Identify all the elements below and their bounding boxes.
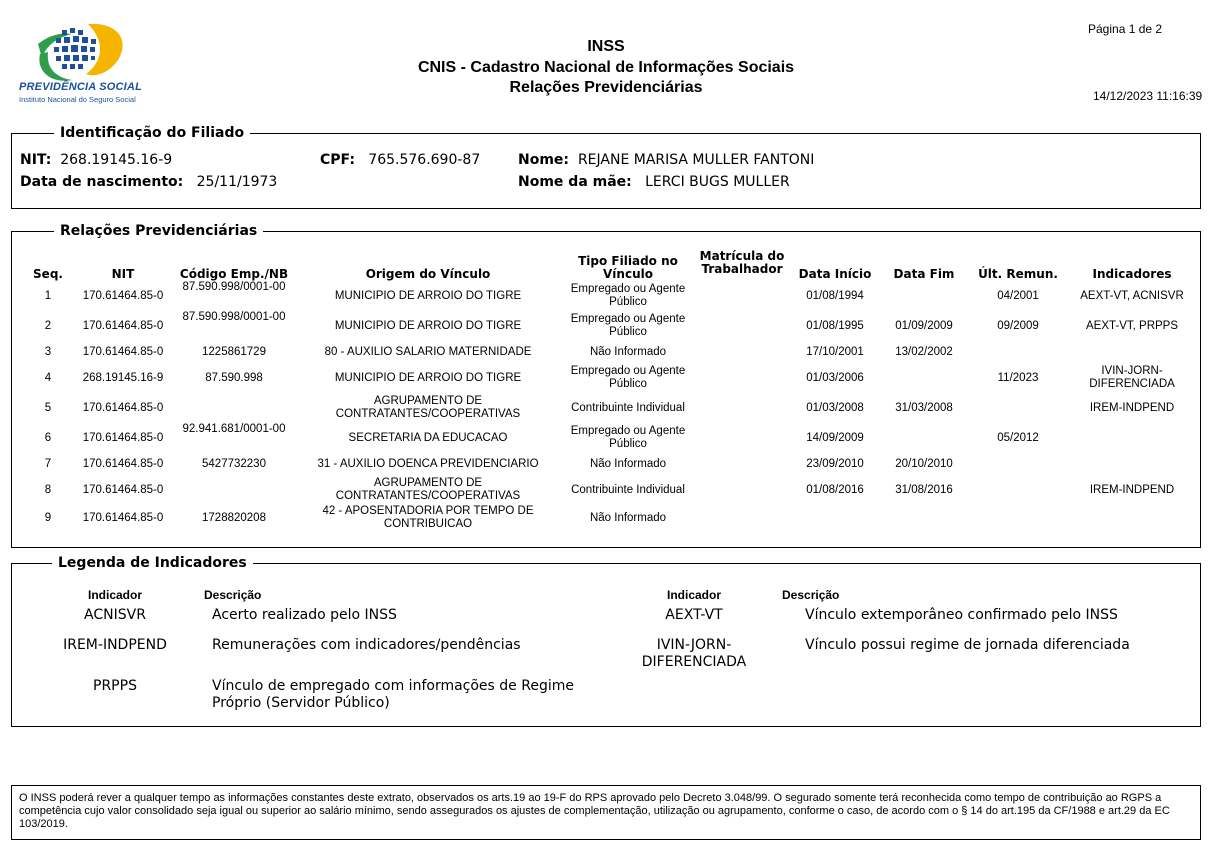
cell-tipo: Não Informado (589, 511, 667, 524)
cell-cod: 92.941.681/0001-00 (182, 423, 286, 435)
col-codigo: Código Emp./NB (179, 267, 289, 281)
cell-fim: 13/02/2002 (895, 345, 953, 358)
cell-fim (884, 363, 964, 393)
cell-inicio: 14/09/2009 (806, 431, 864, 444)
cell-fim (884, 423, 964, 453)
doc-title-cnis: CNIS - Cadastro Nacional de Informações Sociais (417, 59, 795, 76)
cell-ind: AEXT-VT, ACNISVR (1080, 289, 1184, 302)
cell-fim: 20/10/2010 (895, 457, 953, 470)
cell-remun (964, 453, 1072, 475)
nit-field (20, 152, 172, 168)
cell-seq: 2 (44, 319, 52, 332)
cell-seq: 6 (44, 431, 52, 444)
mae-label: Nome da mãe: (518, 174, 632, 190)
cell-seq: 7 (44, 457, 52, 470)
cell-tipo: Empregado ou Agente Público (570, 283, 686, 308)
cell-ind: IVIN-JORN-DIFERENCIADA (1089, 365, 1175, 390)
legenda-col-indicador-left: Indicador (88, 588, 143, 602)
cell-cod: 87.590.998 (205, 371, 263, 384)
cell-tipo: Não Informado (589, 457, 667, 470)
cell-cod: 87.590.998/0001-00 (182, 281, 286, 293)
cell-fim: 01/09/2009 (895, 319, 953, 332)
cell-seq: 3 (44, 345, 52, 358)
cell-origem: MUNICIPIO DE ARROIO DO TIGRE (334, 289, 522, 302)
legenda-code: IREM-INDPEND (63, 637, 167, 653)
table-row (20, 453, 1192, 475)
cell-cod (170, 475, 298, 505)
cell-cod: 5427732230 (202, 457, 266, 470)
cell-origem: 42 - APOSENTADORIA POR TEMPO DE CONTRIBUICAO (322, 505, 534, 530)
cell-nit: 170.61464.85-0 (82, 457, 164, 470)
cell-origem: SECRETARIA DA EDUCACAO (348, 431, 508, 444)
cell-ind (1072, 341, 1192, 363)
cell-nit: 268.19145.16-9 (82, 371, 164, 384)
table-row (20, 393, 1192, 423)
legenda-desc: Remunerações com indicadores/pendências (212, 637, 521, 653)
col-origem: Origem do Vínculo (365, 267, 491, 281)
cell-remun (964, 475, 1072, 505)
cell-nit: 170.61464.85-0 (82, 431, 164, 444)
filiado-section-title: Identificação do Filiado (54, 125, 250, 141)
cell-fim: 31/08/2016 (895, 483, 953, 496)
legenda-col-descricao-right: Descrição (782, 588, 840, 602)
cell-nit: 170.61464.85-0 (82, 319, 164, 332)
cell-inicio: 01/08/1994 (806, 289, 864, 302)
cell-remun: 09/2009 (997, 319, 1039, 332)
cell-tipo: Não Informado (589, 345, 667, 358)
cell-ind: IREM-INDPEND (1089, 401, 1175, 414)
cell-cod: 87.590.998/0001-00 (182, 311, 286, 323)
doc-title-inss: INSS (587, 38, 625, 55)
nit-value: 268.19145.16-9 (60, 152, 173, 168)
table-row (20, 363, 1192, 393)
cell-tipo: Empregado ou Agente Público (570, 425, 686, 450)
cell-remun: 04/2001 (997, 289, 1039, 302)
cell-inicio: 01/08/1995 (806, 319, 864, 332)
cell-tipo: Empregado ou Agente Público (570, 313, 686, 338)
cell-mat (698, 505, 786, 531)
table-row (20, 281, 1192, 311)
cell-inicio: 01/03/2006 (806, 371, 864, 384)
col-seq: Seq. (33, 267, 63, 281)
cell-fim: 31/03/2008 (895, 401, 953, 414)
cell-inicio (786, 505, 884, 531)
table-row (20, 341, 1192, 363)
legenda-desc: Vínculo de empregado com informações de Regime Próprio (Servidor Público) (212, 678, 574, 711)
cell-nit: 170.61464.85-0 (82, 511, 164, 524)
legenda-desc: Vínculo possui regime de jornada diferenciada (805, 637, 1130, 653)
cell-cod: 1225861729 (202, 345, 266, 358)
cell-origem: MUNICIPIO DE ARROIO DO TIGRE (334, 319, 522, 332)
relacoes-section-title: Relações Previdenciárias (54, 223, 263, 239)
cpf-label: CPF: (320, 152, 355, 168)
table-row (20, 475, 1192, 505)
cell-ind (1072, 453, 1192, 475)
cell-cod: 1728820208 (202, 511, 266, 524)
cell-remun: 11/2023 (997, 371, 1039, 384)
col-fim: Data Fim (893, 267, 955, 281)
cell-mat (698, 423, 786, 453)
cell-tipo: Contribuinte Individual (571, 401, 685, 414)
cell-seq: 4 (44, 371, 52, 384)
footer-disclaimer: O INSS poderá rever a qualquer tempo as informações constantes deste extrato, observados os arts.19 ao 19-F do RPS aprovado pelo Decreto 3.048/99. O segurado somente terá reconhecida como tempo de contribuição ao RGPS a competência cujo valor consolidado seja igual ou superior ao salário mínimo, sendo assegurados os ajustes de complementação, utilização ou agrupamento, conforme o caso, de acordo com o § 14 do art.195 da CF/1988 e art.29 da EC 103/2019. (19, 792, 1170, 830)
cell-origem: MUNICIPIO DE ARROIO DO TIGRE (334, 371, 522, 384)
cell-remun (964, 393, 1072, 423)
legenda-code: AEXT-VT (665, 607, 723, 623)
cell-seq: 5 (44, 401, 52, 414)
cell-mat (698, 393, 786, 423)
legenda-col-indicador-right: Indicador (667, 588, 722, 602)
cell-mat (698, 341, 786, 363)
col-matricula: Matrícula do Trabalhador (699, 249, 785, 276)
timestamp: 14/12/2023 11:16:39 (1093, 89, 1203, 103)
cell-cod (170, 393, 298, 423)
cell-inicio: 17/10/2001 (806, 345, 864, 358)
cell-mat (698, 453, 786, 475)
cell-remun (964, 505, 1072, 531)
col-inicio: Data Início (798, 267, 872, 281)
cell-tipo: Contribuinte Individual (571, 483, 685, 496)
table-row (20, 311, 1192, 341)
nasc-value: 25/11/1973 (196, 174, 278, 190)
cell-mat (698, 363, 786, 393)
cell-nit: 170.61464.85-0 (82, 483, 164, 496)
brand-subtitle: Instituto Nacional do Seguro Social (19, 95, 136, 104)
cell-inicio: 23/09/2010 (806, 457, 864, 470)
doc-title-relacoes: Relações Previdenciárias (509, 79, 703, 96)
nasc-label: Data de nascimento: (20, 174, 184, 190)
cell-nit: 170.61464.85-0 (82, 345, 164, 358)
table-row (20, 423, 1192, 453)
cell-remun: 05/2012 (997, 431, 1039, 444)
cell-origem: 80 - AUXILIO SALARIO MATERNIDADE (324, 345, 532, 358)
table-row (20, 505, 1192, 531)
cell-mat (698, 281, 786, 311)
cpf-field (320, 152, 480, 168)
cell-seq: 9 (44, 511, 52, 524)
legenda-code: IVIN-JORN-DIFERENCIADA (641, 637, 747, 670)
nome-label: Nome: (518, 152, 570, 168)
cell-inicio: 01/03/2008 (806, 401, 864, 414)
col-indicadores: Indicadores (1092, 267, 1172, 281)
cell-remun (964, 341, 1072, 363)
legenda-col-descricao-left: Descrição (204, 588, 262, 602)
cell-nit: 170.61464.85-0 (82, 401, 164, 414)
cell-mat (698, 311, 786, 341)
legenda-code: ACNISVR (84, 607, 146, 623)
nit-label: NIT: (20, 152, 52, 168)
cell-tipo: Empregado ou Agente Público (570, 365, 686, 390)
col-remun: Últ. Remun. (978, 267, 1058, 281)
nome-value: REJANE MARISA MULLER FANTONI (577, 152, 815, 168)
legenda-desc: Acerto realizado pelo INSS (212, 607, 397, 623)
cell-ind: IREM-INDPEND (1089, 483, 1175, 496)
cell-seq: 8 (44, 483, 52, 496)
col-nit: NIT (111, 267, 135, 281)
legenda-section-title: Legenda de Indicadores (52, 555, 253, 571)
mae-field (518, 174, 790, 190)
cell-origem: AGRUPAMENTO DE CONTRATANTES/COOPERATIVAS (335, 477, 521, 502)
cell-origem: 31 - AUXILIO DOENCA PREVIDENCIARIO (317, 457, 539, 470)
cell-seq: 1 (44, 289, 52, 302)
cell-inicio: 01/08/2016 (806, 483, 864, 496)
cell-ind (1072, 423, 1192, 453)
cell-ind (1072, 505, 1192, 531)
nasc-field (20, 174, 277, 190)
brand-name: PREVIDÊNCIA SOCIAL (19, 81, 142, 93)
cell-mat (698, 475, 786, 505)
legenda-desc: Vínculo extemporâneo confirmado pelo INSS (805, 607, 1118, 623)
col-tipo: Tipo Filiado no Vínculo (578, 254, 678, 281)
filiado-box (11, 133, 1201, 209)
page-number: Página 1 de 2 (1088, 22, 1163, 36)
cell-fim (884, 505, 964, 531)
mae-value: LERCI BUGS MULLER (645, 174, 790, 190)
legenda-code: PRPPS (93, 678, 137, 694)
relacoes-table (20, 250, 1192, 531)
table-header-row (20, 250, 1192, 281)
cell-origem: AGRUPAMENTO DE CONTRATANTES/COOPERATIVAS (335, 395, 521, 420)
cell-ind: AEXT-VT, PRPPS (1085, 319, 1179, 332)
cell-nit: 170.61464.85-0 (82, 289, 164, 302)
cpf-value: 765.576.690-87 (368, 152, 481, 168)
nome-field (518, 152, 814, 168)
cell-fim (884, 281, 964, 311)
